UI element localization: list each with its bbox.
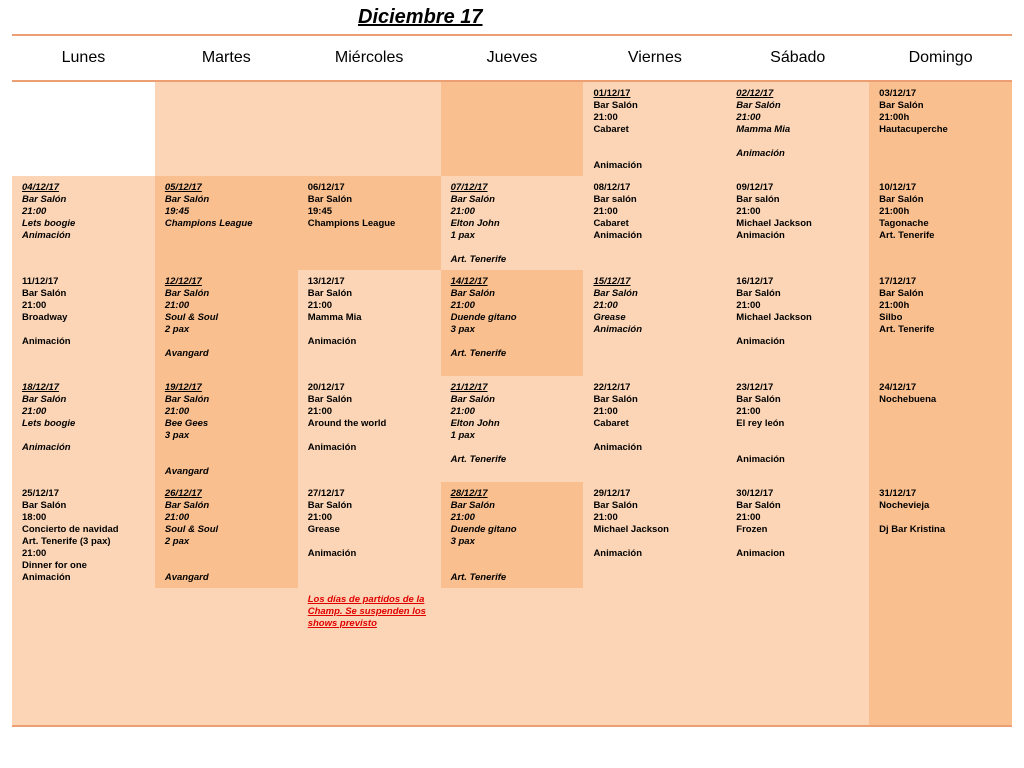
day-cell	[869, 482, 1012, 588]
event-detail: Animación	[593, 548, 642, 559]
event-detail: 21:00	[736, 300, 761, 311]
day-cell	[583, 270, 726, 376]
day-cell	[726, 82, 869, 176]
event-detail	[165, 442, 292, 454]
event-detail: Hautacuperche	[879, 124, 948, 135]
event-detail	[165, 336, 292, 348]
event-detail: Bar Salón	[307, 500, 353, 511]
event-detail: Champions League	[307, 218, 396, 229]
event-detail: 21:00	[22, 206, 47, 217]
event-detail: El rey león	[736, 418, 785, 429]
event-detail: 21:00	[736, 206, 761, 217]
event-date: 28/12/17	[450, 488, 488, 499]
day-cell	[583, 376, 726, 482]
event-detail: Bar Salón	[879, 194, 924, 205]
weekday-header	[12, 36, 1012, 80]
event-detail: Dj Bar Kristina	[879, 524, 946, 535]
empty-day-cell	[155, 82, 298, 176]
event-detail: 21:00	[450, 406, 475, 417]
event-detail: Bar Salón	[736, 100, 781, 111]
calendar-grid	[12, 82, 1012, 727]
day-cell	[869, 270, 1012, 376]
day-cell	[298, 588, 441, 727]
event-detail: Nochevieja	[879, 500, 930, 511]
event-date: 03/12/17	[879, 88, 917, 99]
event-date: 26/12/17	[164, 488, 202, 499]
event-detail: Bar salón	[736, 194, 780, 205]
event-detail: 21:00	[22, 548, 47, 559]
event-detail: 21:00	[736, 512, 761, 523]
day-cell	[869, 82, 1012, 176]
event-detail: Bar Salón	[307, 394, 353, 405]
event-detail: Art. Tenerife	[450, 254, 507, 265]
event-detail	[308, 324, 435, 336]
event-detail: Michael Jackson	[736, 218, 812, 229]
event-detail: Bar Salón	[307, 194, 353, 205]
event-detail: Bar Salón	[593, 500, 638, 511]
weekday-sunday: Domingo	[908, 49, 973, 66]
day-cell	[441, 270, 584, 376]
calendar-week-row	[12, 588, 1012, 727]
event-detail: 2 pax	[164, 324, 190, 335]
event-detail: Art. Tenerife	[450, 348, 507, 359]
event-date: 20/12/17	[307, 382, 345, 393]
event-detail: Bar Salón	[450, 500, 495, 511]
day-cell	[441, 176, 584, 270]
event-detail: 21:00h	[879, 112, 910, 123]
event-detail	[736, 324, 863, 336]
weekday-thursday: Jueves	[486, 49, 538, 66]
day-cell	[298, 482, 441, 588]
empty-day-cell	[441, 588, 584, 727]
event-detail: Silbo	[879, 312, 903, 323]
calendar-week-row	[12, 376, 1012, 482]
event-detail: Grease	[593, 312, 626, 323]
event-detail	[451, 442, 578, 454]
event-date: 24/12/17	[879, 382, 917, 393]
event-date: 01/12/17	[593, 88, 631, 99]
page-title: Diciembre 17	[358, 6, 483, 28]
event-detail: Concierto de navidad	[22, 524, 119, 535]
event-detail	[736, 536, 863, 548]
event-detail	[593, 148, 720, 160]
event-date: 15/12/17	[593, 276, 631, 287]
event-detail	[736, 442, 863, 454]
event-detail: Animación	[22, 336, 71, 347]
event-date: 13/12/17	[307, 276, 345, 287]
event-detail: Art. Tenerife	[450, 572, 507, 583]
event-detail: 21:00	[593, 112, 618, 123]
event-detail: Bar Salón	[450, 288, 495, 299]
event-detail: Bar Salón	[593, 288, 638, 299]
event-detail: Bar Salón	[450, 194, 495, 205]
event-detail: 21:00	[593, 300, 618, 311]
event-detail: Soul & Soul	[164, 312, 219, 323]
event-date: 10/12/17	[879, 182, 917, 193]
event-detail: Animación	[593, 442, 642, 453]
event-detail: Broadway	[22, 312, 68, 323]
event-detail: Bar Salón	[879, 288, 924, 299]
event-detail: 21:00	[450, 512, 475, 523]
event-detail	[308, 430, 435, 442]
event-detail: Bar Salón	[22, 500, 67, 511]
event-detail: 21:00	[593, 206, 618, 217]
event-detail: Bar Salón	[22, 288, 67, 299]
event-detail: Dinner for one	[22, 560, 87, 571]
event-detail: Bar Salón	[736, 394, 781, 405]
empty-day-cell	[441, 82, 584, 176]
event-detail: Elton John	[450, 418, 500, 429]
day-cell	[155, 376, 298, 482]
day-cell	[441, 376, 584, 482]
day-cell	[726, 270, 869, 376]
event-detail: 21:00	[736, 406, 761, 417]
event-detail: Mamma Mia	[736, 124, 791, 135]
event-detail: Art. Tenerife	[879, 324, 935, 335]
event-date: 25/12/17	[22, 488, 59, 499]
event-date: 19/12/17	[164, 382, 202, 393]
event-detail: Around the world	[307, 418, 387, 429]
event-detail: Avangard	[164, 572, 209, 583]
event-date: 05/12/17	[164, 182, 202, 193]
event-detail: 1 pax	[450, 230, 475, 241]
empty-day-cell	[12, 588, 155, 727]
calendar-week-row	[12, 176, 1012, 270]
event-detail: Art. Tenerife	[879, 230, 935, 241]
event-detail: Bar Salón	[164, 194, 210, 205]
event-detail: Cabaret	[593, 124, 629, 135]
empty-day-cell	[298, 82, 441, 176]
event-date: 30/12/17	[736, 488, 774, 499]
event-detail: 19:45	[164, 206, 190, 217]
event-detail: Cabaret	[593, 418, 629, 429]
event-detail: Art. Tenerife	[450, 454, 507, 465]
event-detail	[451, 336, 578, 348]
empty-day-cell	[155, 588, 298, 727]
event-detail: Animación	[22, 572, 71, 583]
event-detail: Bar Salón	[22, 194, 67, 205]
event-detail: 3 pax	[450, 536, 475, 547]
event-detail: Mamma Mia	[307, 312, 362, 323]
day-cell	[298, 270, 441, 376]
event-detail: 21:00	[307, 300, 333, 311]
event-detail: 21:00	[307, 406, 333, 417]
event-date: 29/12/17	[593, 488, 631, 499]
event-detail: Tagonache	[879, 218, 929, 229]
event-detail: 2 pax	[164, 536, 190, 547]
event-date: 06/12/17	[307, 182, 345, 193]
event-detail: Animación	[307, 336, 357, 347]
event-detail: Animación	[307, 442, 357, 453]
event-detail: Cabaret	[593, 218, 629, 229]
event-detail: Duende gitano	[450, 312, 517, 323]
event-date: 22/12/17	[593, 382, 631, 393]
calendar-week-row	[12, 270, 1012, 376]
day-cell	[583, 82, 726, 176]
day-cell	[12, 270, 155, 376]
event-detail: Lets boogie	[22, 418, 76, 429]
event-detail: 19:45	[307, 206, 333, 217]
event-detail	[593, 430, 720, 442]
event-detail: Soul & Soul	[164, 524, 219, 535]
day-cell	[726, 176, 869, 270]
calendar-week-row	[12, 482, 1012, 588]
event-detail: 21:00	[164, 300, 190, 311]
event-detail: Bar Salón	[593, 100, 638, 111]
weekday-friday: Viernes	[627, 49, 682, 66]
day-cell	[298, 376, 441, 482]
empty-day-cell	[726, 588, 869, 727]
event-detail: Bar Salón	[22, 394, 67, 405]
event-detail	[736, 430, 863, 442]
day-cell	[726, 376, 869, 482]
event-date: 23/12/17	[736, 382, 774, 393]
event-detail: 21:00h	[879, 206, 910, 217]
day-cell	[12, 176, 155, 270]
event-detail: Animación	[22, 442, 71, 453]
event-detail	[451, 548, 578, 560]
event-detail	[451, 560, 578, 572]
event-detail: 21:00	[593, 512, 618, 523]
day-cell	[12, 376, 155, 482]
calendar-bottom-rule	[12, 725, 1012, 727]
event-detail: Animación	[736, 454, 785, 465]
event-detail: Animación	[593, 230, 642, 241]
event-detail: Champions League	[164, 218, 253, 229]
event-detail: 3 pax	[450, 324, 475, 335]
event-date: 04/12/17	[22, 182, 59, 193]
calendar-week-row	[12, 82, 1012, 176]
event-detail: Animación	[22, 230, 71, 241]
event-date: 27/12/17	[307, 488, 345, 499]
day-cell	[583, 482, 726, 588]
event-detail: 21:00	[450, 300, 475, 311]
event-detail: Bar Salón	[879, 100, 924, 111]
event-detail: Avangard	[164, 348, 209, 359]
event-detail: 21:00	[307, 512, 333, 523]
event-detail: 18:00	[22, 512, 47, 523]
empty-day-cell	[12, 82, 155, 176]
event-detail	[308, 536, 435, 548]
event-detail: 21:00	[22, 406, 47, 417]
event-date: 16/12/17	[736, 276, 774, 287]
event-date: 09/12/17	[736, 182, 774, 193]
event-detail: Bar Salón	[450, 394, 495, 405]
event-detail: Lets boogie	[22, 218, 76, 229]
event-detail: Michael Jackson	[736, 312, 812, 323]
event-date: 02/12/17	[736, 88, 774, 99]
event-detail: Bar Salón	[164, 500, 210, 511]
event-detail: Nochebuena	[879, 394, 937, 405]
weekday-tuesday: Martes	[201, 49, 251, 66]
event-detail: Elton John	[450, 218, 500, 229]
event-date: 18/12/17	[22, 382, 59, 393]
event-detail: 3 pax	[164, 430, 190, 441]
day-cell	[726, 482, 869, 588]
event-detail: 21:00	[164, 406, 190, 417]
event-detail: Animación	[593, 160, 642, 171]
event-detail	[451, 242, 578, 254]
event-detail: 21:00h	[879, 300, 910, 311]
event-detail: 21:00	[593, 406, 618, 417]
event-detail	[165, 548, 292, 560]
day-cell	[155, 482, 298, 588]
day-cell	[869, 176, 1012, 270]
event-detail: Bar Salón	[164, 394, 210, 405]
event-date: 11/12/17	[22, 276, 59, 287]
event-detail: Animacion	[736, 548, 785, 559]
day-cell	[441, 482, 584, 588]
event-detail	[879, 512, 1006, 524]
event-detail: Grease	[307, 524, 340, 535]
event-detail	[22, 324, 149, 336]
weekday-monday: Lunes	[61, 49, 106, 66]
event-detail: 21:00	[736, 112, 761, 123]
day-cell	[583, 176, 726, 270]
event-detail: 21:00	[164, 512, 190, 523]
event-detail: Animación	[736, 336, 785, 347]
event-date: 08/12/17	[593, 182, 631, 193]
event-detail: 21:00	[450, 206, 475, 217]
event-detail: Animación	[593, 324, 642, 335]
weekday-saturday: Sábado	[770, 49, 826, 66]
event-detail: Duende gitano	[450, 524, 517, 535]
event-date: 07/12/17	[450, 182, 488, 193]
event-detail	[593, 536, 720, 548]
event-detail: Bar Salón	[164, 288, 210, 299]
weekday-wednesday: Miércoles	[334, 49, 404, 66]
event-detail: Animación	[307, 548, 357, 559]
day-cell	[298, 176, 441, 270]
suspension-note: Los días de partidos de la Champ. Se suspenden los shows previsto	[307, 594, 426, 629]
day-cell	[155, 270, 298, 376]
event-detail: Bar Salón	[736, 288, 781, 299]
event-detail: Avangard	[164, 466, 209, 477]
event-detail: Bar salón	[593, 194, 637, 205]
event-detail	[22, 430, 149, 442]
event-detail: Frozen	[736, 524, 768, 535]
event-detail: 1 pax	[450, 430, 475, 441]
event-detail: Bar Salón	[736, 500, 781, 511]
event-detail	[165, 454, 292, 466]
empty-day-cell	[869, 588, 1012, 727]
event-detail	[165, 560, 292, 572]
event-detail: Animación	[736, 148, 785, 159]
day-cell	[155, 176, 298, 270]
event-date: 31/12/17	[879, 488, 917, 499]
event-date: 12/12/17	[164, 276, 202, 287]
event-detail	[736, 136, 863, 148]
event-detail: Bar Salón	[307, 288, 353, 299]
event-detail: Bar Salón	[593, 394, 638, 405]
event-detail: Art. Tenerife (3 pax)	[22, 536, 111, 547]
event-detail	[593, 136, 720, 148]
event-detail: 21:00	[22, 300, 47, 311]
event-date: 14/12/17	[450, 276, 488, 287]
event-date: 17/12/17	[879, 276, 917, 287]
event-detail: Animación	[736, 230, 785, 241]
day-cell	[12, 482, 155, 588]
event-detail: Bee Gees	[164, 418, 209, 429]
event-date: 21/12/17	[450, 382, 488, 393]
day-cell	[869, 376, 1012, 482]
event-detail: Michael Jackson	[593, 524, 669, 535]
empty-day-cell	[583, 588, 726, 727]
